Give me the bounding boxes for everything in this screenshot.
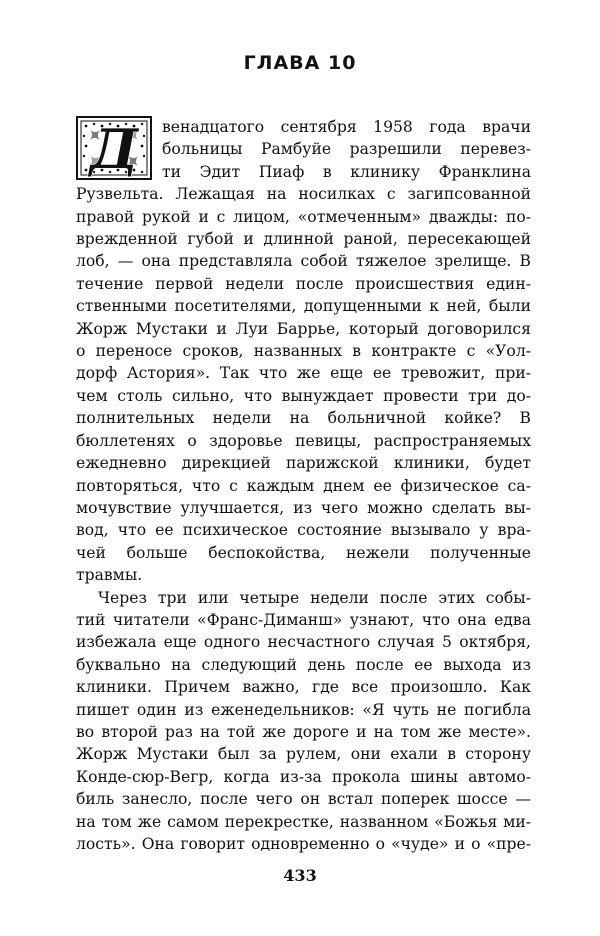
text-line: ти Эдит Пиаф в клинику Франклина — [162, 162, 531, 181]
drop-cap-ornament — [76, 116, 152, 180]
text-line: лость». Она говорит одновременно о «чуде» и о «пре- — [76, 835, 531, 853]
text-line: клиники. Причем важно, где все произошло. Как — [76, 678, 531, 697]
text-line: вод, что ее психическое состояние вызывало у вра- — [76, 521, 531, 540]
text-line: ежедневно дирекцией парижской клиники, будет — [76, 454, 531, 473]
text-line: больницы Рамбуйе разрешили перевез- — [162, 140, 531, 159]
text-line: течение первой недели после происшествия един- — [76, 274, 531, 293]
text-line: дорф Астория». Так что же еще ее тревожит, при- — [76, 364, 531, 383]
paragraph-1 — [76, 116, 531, 587]
text-line: лоб, — она представляла собой тяжелое зрелище. В — [76, 252, 531, 271]
text-line: полнительных недели на больничной койке? В — [76, 409, 531, 428]
ornamental-frame-icon — [76, 116, 152, 180]
text-line: тий читатели «Франс-Диманш» узнают, что она едва — [76, 610, 531, 629]
text-line: пишет один из еженедельников: «Я чуть не погибла — [76, 700, 531, 719]
text-line: на том же самом перекрестке, названном «Божья ми- — [76, 812, 531, 831]
text-line: Жорж Мустаки и Луи Баррье, который договорился — [76, 319, 531, 338]
text-line: травмы. — [76, 566, 143, 585]
text-line: во второй раз на той же дороге и на том же месте». — [76, 722, 531, 741]
text-line: врежденной губой и длинной раной, пересекающей — [76, 230, 531, 249]
text-line: бюллетенях о здоровье певицы, распространяемых — [76, 431, 531, 450]
text-line: избежала еще одного несчастного случая 5 октября, — [76, 633, 531, 652]
text-line: биль занесло, после чего он встал поперек шоссе — — [76, 790, 531, 809]
chapter-title: ГЛАВА 10 — [243, 52, 357, 74]
text-line: чем столь сильно, что вынуждает провести три до- — [76, 386, 531, 405]
drop-cap-letter: Д — [89, 117, 139, 180]
page-number: 433 — [283, 866, 317, 885]
text-line: повторяться, что с каждым днем ее физическое са- — [76, 476, 531, 495]
text-line: буквально на следующий день после ее выхода из — [76, 655, 531, 674]
text-line: чей больше беспокойства, нежели полученные — [76, 543, 531, 562]
text-line: Жорж Мустаки был за рулем, они ехали в сторону — [76, 745, 531, 764]
paragraph-2 — [76, 587, 531, 856]
text-line: Через три или четыре недели после этих собы- — [98, 588, 531, 607]
text-line: Конде-сюр-Вегр, когда из-за прокола шины автомо- — [76, 767, 531, 786]
text-line: ственными посетителями, допущенными к ней, были — [76, 297, 531, 316]
text-line: о переносе сроков, названных в контракте с «Уол- — [76, 342, 531, 361]
text-line: венадцатого сентября 1958 года врачи — [162, 118, 531, 136]
text-line: Рузвельта. Лежащая на носилках с загипсованной — [76, 185, 531, 204]
body-text — [76, 116, 531, 855]
text-line: правой рукой и с лицом, «отмеченным» дважды: по- — [76, 207, 531, 226]
text-line: мочувствие улучшается, из чего можно сделать вы- — [76, 498, 531, 517]
